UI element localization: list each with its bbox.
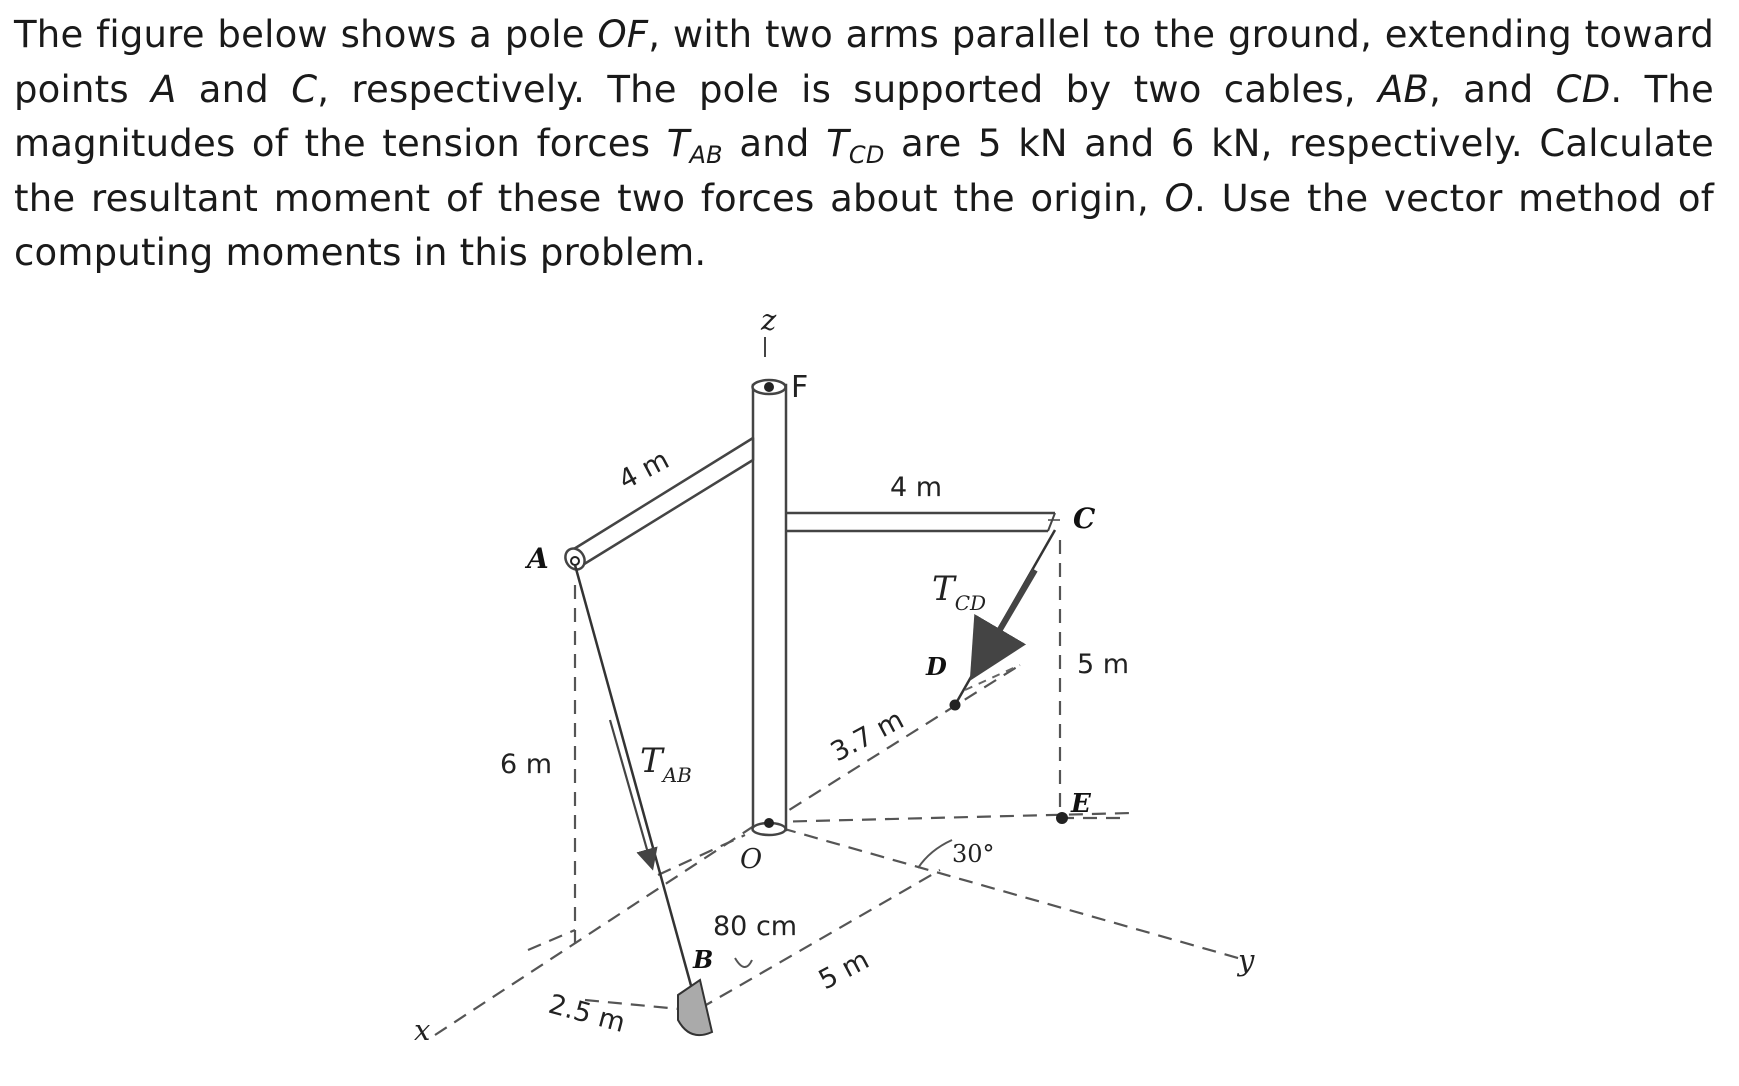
tension-ab-symbol: T: [666, 122, 690, 165]
tension-ab-sub: AB: [662, 763, 692, 787]
tension-cd-sub: CD: [954, 591, 987, 615]
z-axis-label: z: [761, 303, 777, 337]
problem-text: and: [722, 122, 827, 165]
problem-text: . The magnitudes of the tension forces: [14, 67, 1714, 165]
problem-text: . Use the vector method of computing moments in this problem.: [14, 176, 1714, 274]
cable-ab-ref: AB: [1377, 67, 1430, 111]
point-c-ref: C: [291, 67, 318, 111]
arm-to-c: [786, 513, 1060, 531]
problem-text: , and: [1429, 67, 1556, 111]
point-b-label: B: [693, 945, 714, 974]
tension-cd-symbol: T: [826, 122, 849, 165]
problem-text: , with two arms parallel to the ground, extending toward points: [14, 13, 1715, 111]
tension-ab-main: T: [640, 741, 663, 781]
b-to-y-line: [680, 870, 940, 1020]
pole-label: OF: [597, 13, 649, 56]
tension-cd-main: T: [932, 569, 955, 609]
o-to-b-line: [658, 835, 745, 875]
cable-cd: [950, 530, 1056, 711]
a-foot-line: [528, 930, 575, 950]
problem-text: , respectively. The pole is supported by two cables,: [317, 67, 1378, 111]
y-axis-line: [760, 822, 1245, 960]
arm-c-length: 4 m: [890, 472, 943, 503]
point-e-marker: [1056, 812, 1068, 824]
angle-arc: [918, 840, 952, 868]
cable-cd-ref: CD: [1555, 67, 1611, 111]
dist-x-dimension: 2.5 m: [545, 988, 629, 1039]
point-c-label: C: [1073, 502, 1096, 535]
x-axis-label: x: [414, 1013, 431, 1047]
tension-ab-subscript: AB: [689, 141, 723, 169]
y-axis-label: y: [1238, 943, 1255, 977]
height-a-dimension: 6 m: [500, 749, 553, 780]
problem-text: and: [176, 67, 292, 111]
pole-of: [753, 380, 787, 835]
point-d-label: D: [926, 652, 947, 681]
point-e-label: E: [1071, 789, 1091, 819]
dist-bo-dimension: 80 cm: [713, 911, 798, 942]
angle-label: 30°: [952, 840, 995, 868]
point-a-ref: A: [151, 67, 177, 111]
height-c-dimension: 5 m: [1077, 649, 1130, 680]
point-f-label: F: [791, 370, 809, 405]
od-line: [770, 665, 1020, 822]
arm-a-length: 4 m: [613, 444, 675, 497]
point-a-label: A: [527, 542, 549, 575]
cable-ab: [575, 565, 712, 1035]
tension-ab-label: [640, 741, 692, 787]
origin-ref: O: [1164, 176, 1194, 220]
problem-text: The figure below shows a pole: [14, 13, 598, 56]
problem-text: are 5 kN and 6 kN, respectively. Calculate the resultant moment of these two forces about the origin,: [14, 122, 1714, 220]
tension-cd-label: [932, 569, 986, 615]
dist-d-dimension: 3.7 m: [825, 704, 910, 769]
tension-cd-subscript: CD: [848, 141, 885, 169]
pointer-80cm: [735, 958, 752, 967]
origin-label: O: [740, 844, 763, 875]
dist-y-dimension: 5 m: [813, 944, 875, 997]
